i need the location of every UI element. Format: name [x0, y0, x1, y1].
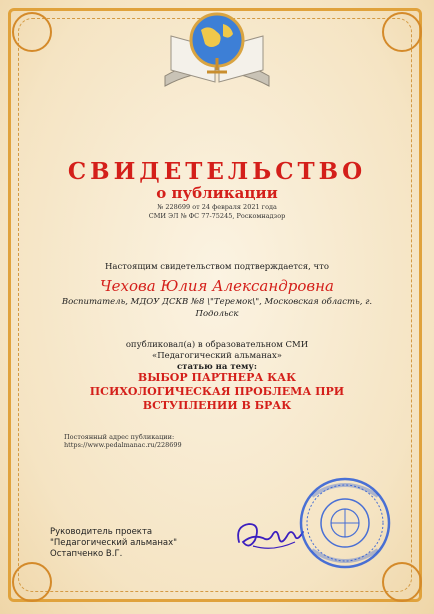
- signer-block: [50, 527, 177, 560]
- signer-project: "Педагогический альманах": [50, 538, 178, 548]
- certificate-subtitle: о публикации: [156, 184, 278, 202]
- smi-registration: СМИ ЭЛ № ФС 77-75245, Роскомнадзор: [148, 212, 286, 220]
- confirm-text: Настоящим свидетельством подтверждается, что: [104, 262, 329, 272]
- published-in: [0, 340, 434, 362]
- publication-address: https://www.pedalmanac.ru/228699: [64, 441, 182, 449]
- corner-ornament-top-right: [382, 12, 422, 52]
- certificate-title: СВИДЕТЕЛЬСТВО: [67, 158, 367, 185]
- globe-book-icon: [157, 6, 277, 98]
- corner-ornament-bottom-left: [12, 562, 52, 602]
- handwritten-signature: [233, 512, 305, 556]
- published-in-line-2: «Педагогический альманах»: [152, 351, 282, 361]
- round-seal-icon: [298, 476, 392, 570]
- article-label: статью на тему:: [177, 362, 257, 372]
- certificate-number: № 228699 от 24 февраля 2021 года: [157, 203, 277, 211]
- author-name: Чехова Юлия Александровна: [100, 277, 334, 295]
- article-title: ВЫБОР ПАРТНЕРА КАК ПСИХОЛОГИЧЕСКАЯ ПРОБЛЕМА ПРИ ВСТУПЛЕНИИ В БРАК: [89, 371, 345, 412]
- corner-ornament-top-left: [12, 12, 52, 52]
- signer-role: Руководитель проекта: [50, 527, 153, 537]
- address-label: Постоянный адрес публикации:: [64, 433, 175, 441]
- signer-name: Остапченко В.Г.: [50, 549, 123, 559]
- author-position: Воспитатель, МДОУ ДСКВ №8 \"Теремок\", Московская область, г. Подольск: [61, 297, 373, 319]
- published-in-line-1: опубликовал(а) в образовательном СМИ: [125, 340, 309, 350]
